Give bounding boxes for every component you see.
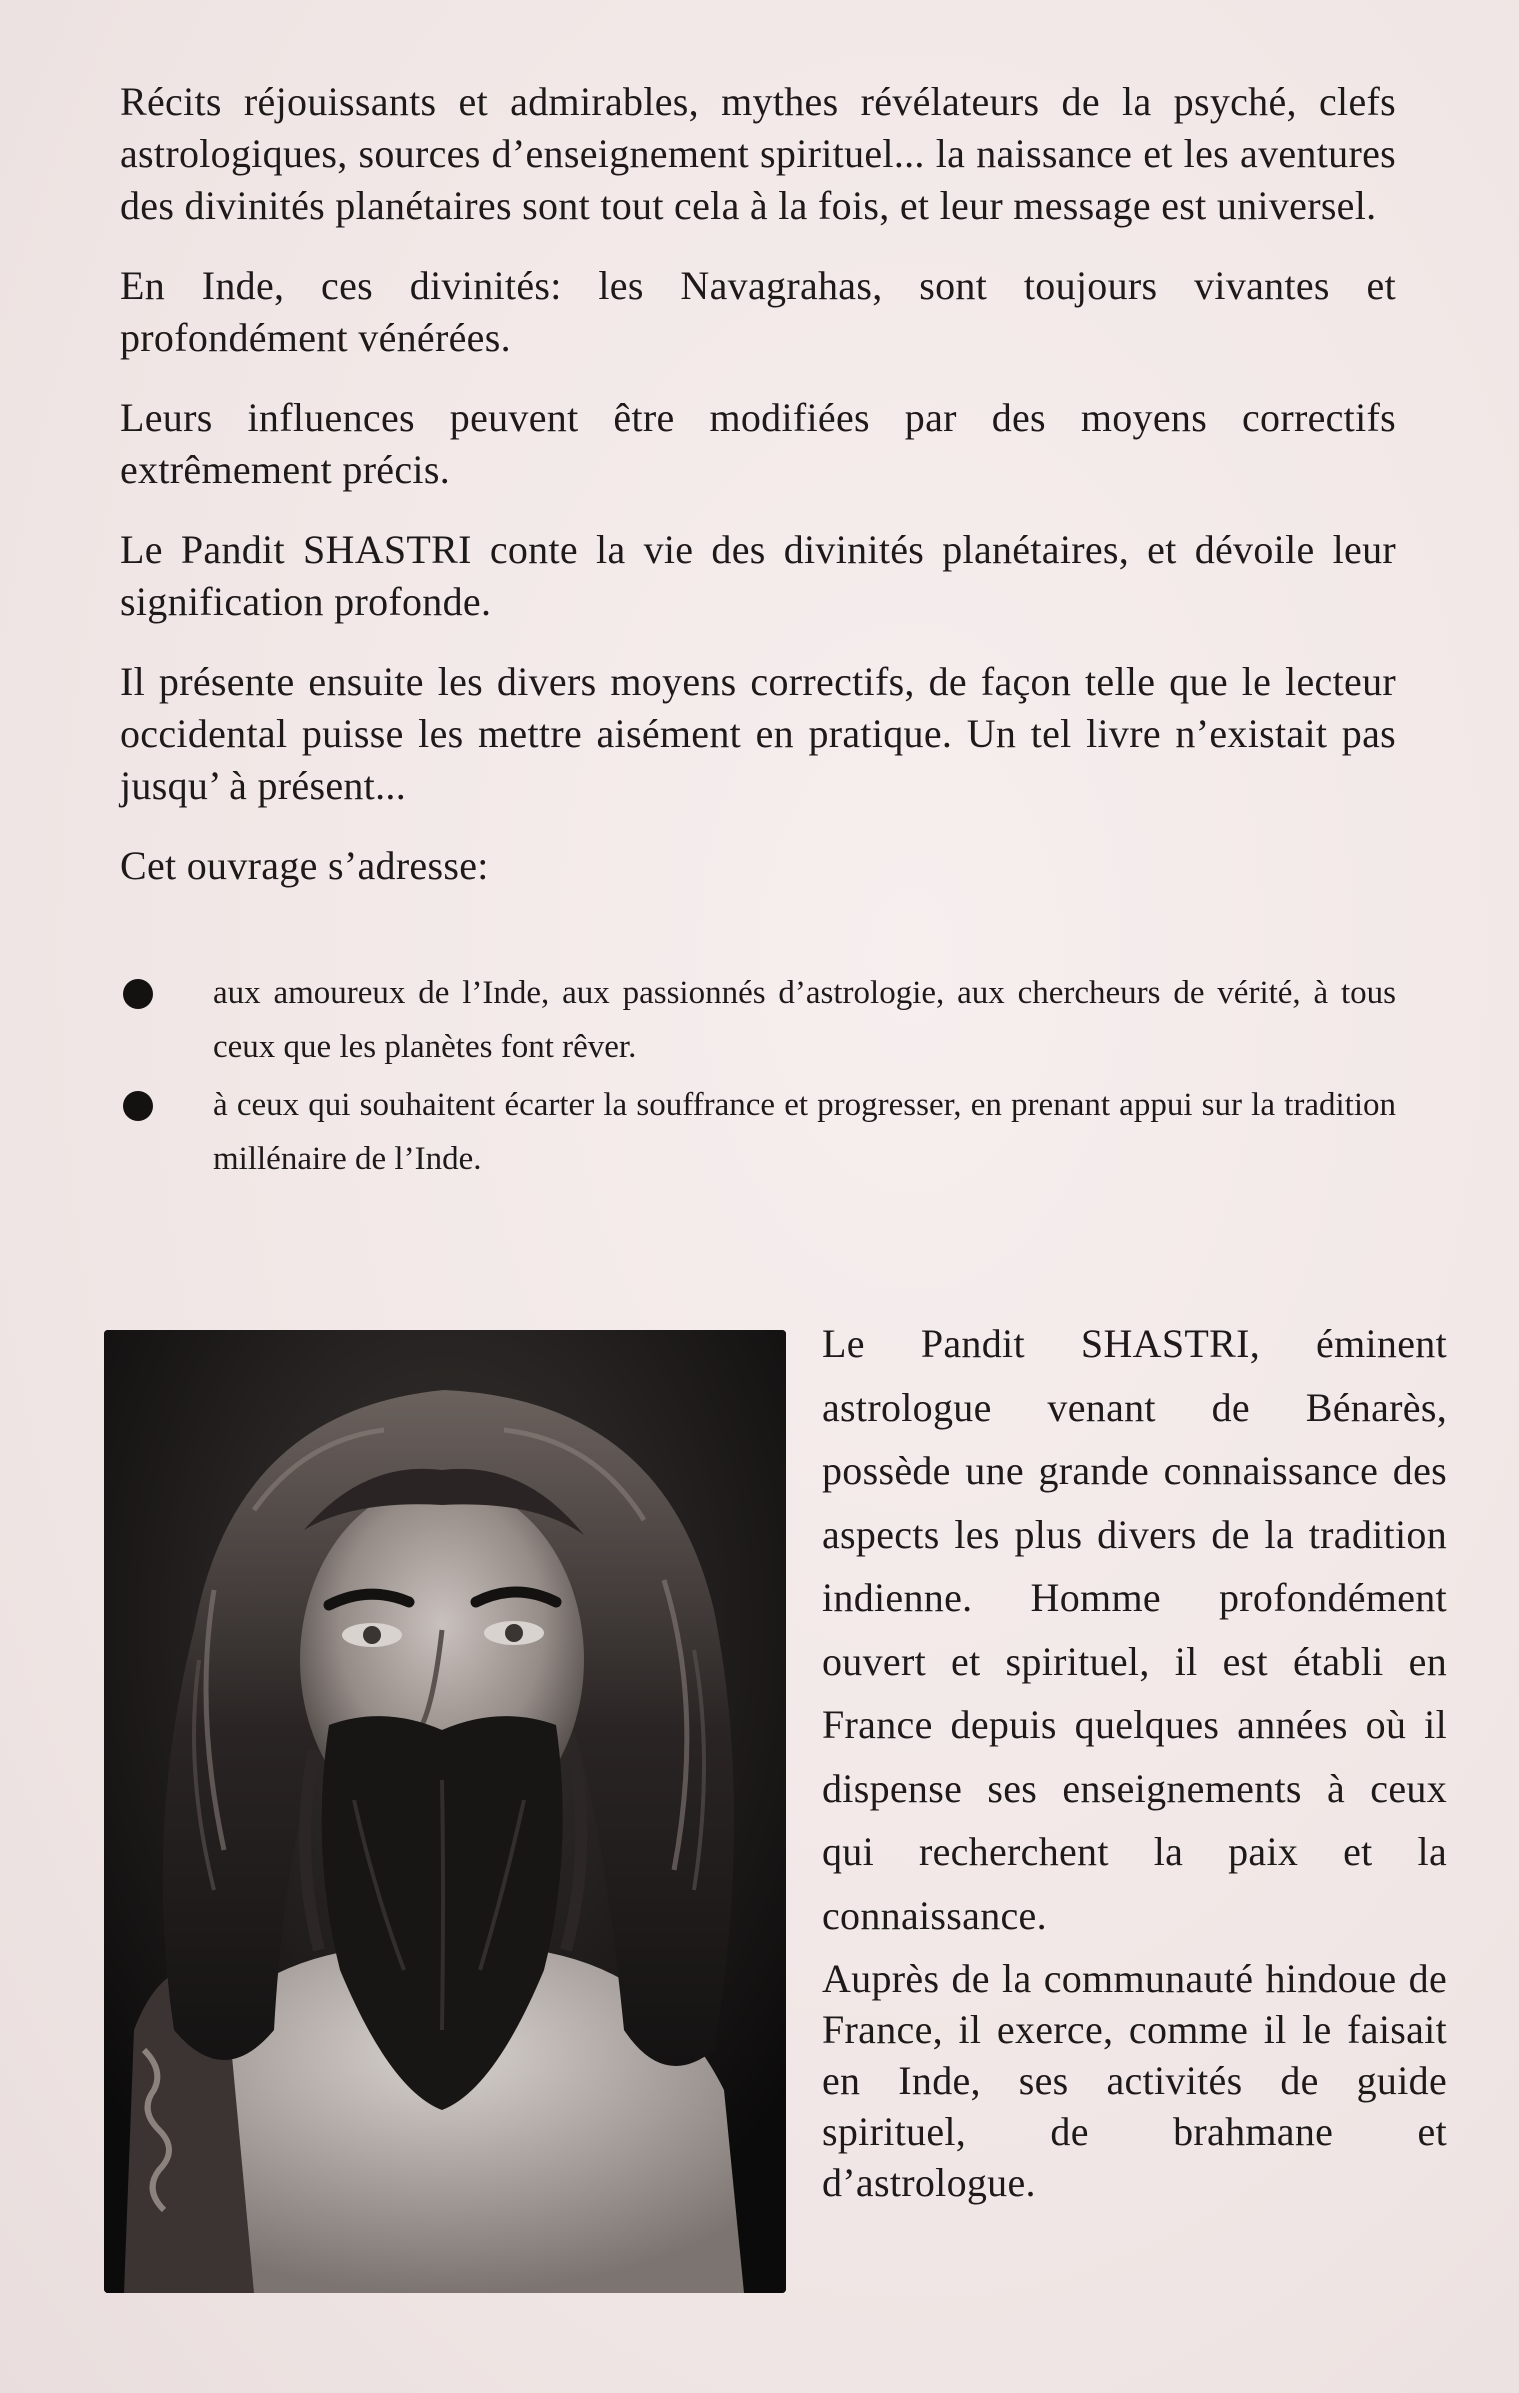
- audience-list: [120, 966, 1396, 1190]
- author-bio-paragraph: Auprès de la communauté hindoue de France, il exerce, comme il le faisait en Inde, ses activités de guide spirituel, de brahmane et d’astrologue.: [822, 1956, 1447, 2205]
- audience-item-text: à ceux qui souhaitent écarter la souffrance et progresser, en prenant appui sur la tradition millénaire de l’Inde.: [213, 1087, 1396, 1177]
- bullet-icon: [123, 979, 153, 1009]
- intro-paragraph: Récits réjouissants et admirables, mythes révélateurs de la psyché, clefs astrologiques, sources d’enseignement spirituel... la naissance et les aventures des divinités planétaires sont tout cela à la fois, et leur message est universel.: [120, 79, 1396, 228]
- author-portrait-photo: [104, 1330, 786, 2293]
- audience-list-item: [120, 966, 1396, 1074]
- intro-paragraph: Le Pandit SHASTRI conte la vie des divinités planétaires, et dévoile leur signification profonde.: [120, 527, 1396, 624]
- audience-heading: Cet ouvrage s’adresse:: [120, 843, 489, 888]
- portrait-illustration: [104, 1330, 786, 2293]
- author-bio: [822, 1312, 1447, 2208]
- audience-item-text: aux amoureux de l’Inde, aux passionnés d’astrologie, aux chercheurs de vérité, à tous ceux que les planètes font rêver.: [213, 975, 1396, 1065]
- intro-paragraph: Il présente ensuite les divers moyens correctifs, de façon telle que le lecteur occidental puisse les mettre aisément en pratique. Un tel livre n’existait pas jusqu’ à présent...: [120, 659, 1396, 808]
- bullet-icon: [123, 1091, 153, 1121]
- intro-text: [120, 76, 1396, 916]
- author-bio-paragraph: Le Pandit SHASTRI, éminent astrologue venant de Bénarès, possède une grande connaissance des aspects les plus divers de la tradition indienne. Homme profondément ouvert et spirituel, il est établi en France depuis quelques années où il dispense ses enseignements à ceux qui recherchent la paix et la connaissance.: [822, 1321, 1447, 1938]
- audience-list-item: [120, 1078, 1396, 1186]
- intro-paragraph: Leurs influences peuvent être modifiées par des moyens correctifs extrêmement précis.: [120, 395, 1396, 492]
- intro-paragraph: En Inde, ces divinités: les Navagrahas, sont toujours vivantes et profondément vénérées.: [120, 263, 1396, 360]
